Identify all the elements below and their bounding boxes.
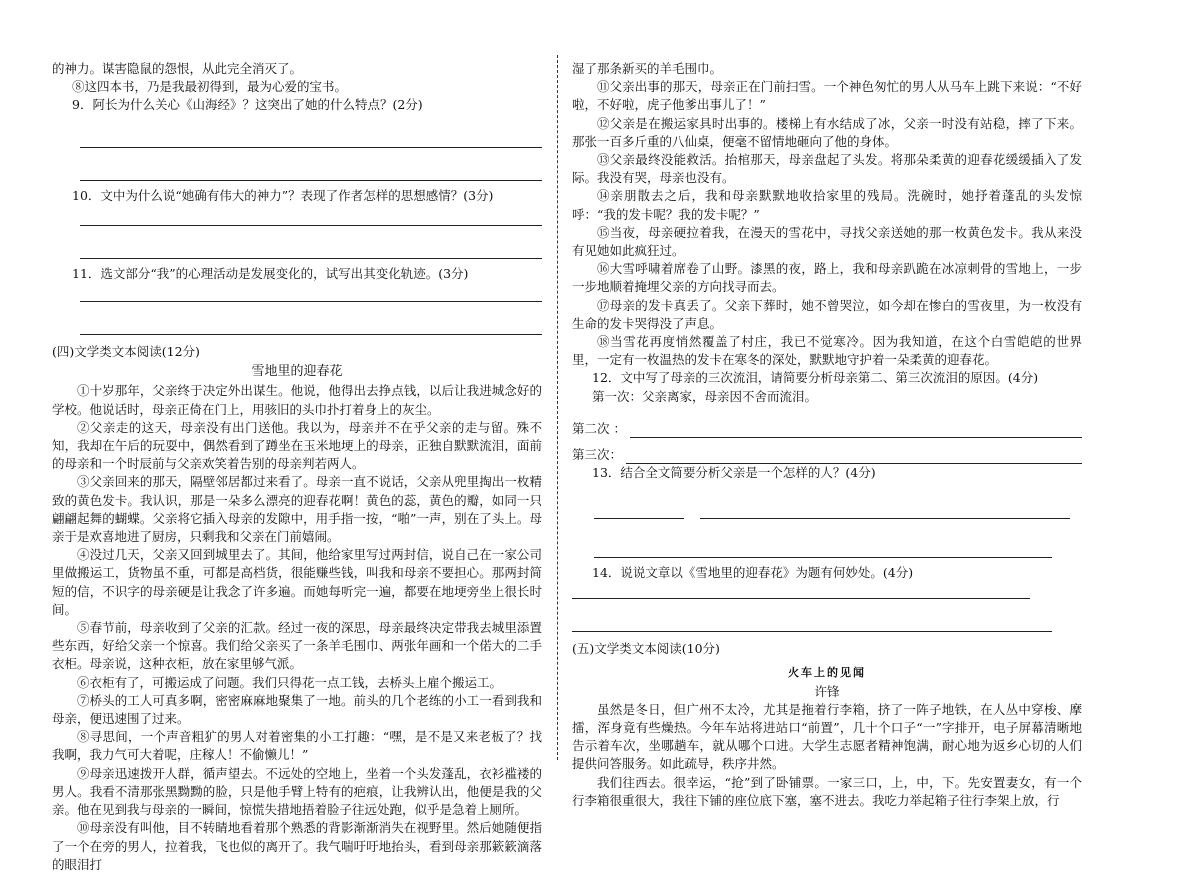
story-paragraph: ⑮当夜，母亲硬拉着我，在漫天的雪花中，寻找父亲送她的那一枚黄色发卡。我从来没有见她如此疯狂过。 xyxy=(572,224,1082,259)
section-4-heading: (四)文学类文本阅读(12分) xyxy=(52,344,200,360)
answer-line[interactable] xyxy=(80,242,542,259)
story-paragraph: 湿了那条新买的羊毛围巾。 xyxy=(572,61,723,76)
answer-line[interactable] xyxy=(80,285,542,302)
story2-title: 火车上的见闻 xyxy=(788,666,866,680)
question-12-first: 第一次：父亲离家，母亲因不舍而流泪。 xyxy=(592,388,818,404)
story-paragraph: ⑪父亲出事的那天，母亲正在门前扫雪。一个神色匆忙的男人从马车上跳下来说：“不好啦，不好啦，虎子他爹出事儿了！” xyxy=(572,79,1082,113)
intro-line-2: ⑧这四本书，乃是我最初得到，最为心爱的宝书。 xyxy=(72,79,348,95)
question-12-third-row xyxy=(572,438,1082,464)
story-paragraph: ③父亲回来的那天，隔壁邻居都过来看了。母亲一直不说话，父亲从兜里掏出一枚精致的黄色发卡。我认识，那是一朵多么漂亮的迎春花啊！黄色的蕊，黄色的瓣，如同一只翩翩起舞的蝴蝶。父亲将它插入母亲的发隙中，用手指一按，“啪”一声，别在了头上。母亲于是欢喜地进了厨房，只剩我和父亲在门前嬉闹。 xyxy=(52,474,542,545)
question-11: 11．选文部分“我”的心理活动是发展变化的，试写出其变化轨迹。(3分) xyxy=(72,265,469,281)
left-column xyxy=(52,60,542,874)
answer-line[interactable] xyxy=(626,449,1082,464)
question-13: 13．结合全文简要分析父亲是一个怎样的人？(4分) xyxy=(592,464,876,480)
answer-line[interactable] xyxy=(700,504,1070,519)
question-13-answer-row xyxy=(594,504,1082,519)
story-paragraph: ④没过几天，父亲又回到城里去了。其间，他给家里写过两封信，说自己在一家公司里做搬运工，货物虽不重，可都是高档货，很能赚些钱，叫我和母亲不要担心。那两封简短的信，不识字的母亲硬是让我念了许多遍。而她每听完一遍，都要在地埂旁坐上很长时间。 xyxy=(52,547,542,617)
story-paragraph: ⑬父亲最终没能救活。抬棺那天，母亲盘起了头发。将那朵柔黄的迎春花缓缓插入了发际。我没有哭，母亲也没有。 xyxy=(572,152,1082,186)
question-12: 12．文中写了母亲的三次流泪，请简要分析母亲第二、第三次流泪的原因。(4分) xyxy=(592,370,1039,386)
story-title: 雪地里的迎春花 xyxy=(251,364,343,380)
question-12-third-label: 第三次： xyxy=(572,446,623,462)
question-9: 9．阿长为什么关心《山海经》？这突出了她的什么特点？(2分) xyxy=(72,97,423,113)
answer-line[interactable] xyxy=(80,318,542,335)
story-paragraph: ⑯大雪呼啸着席卷了山野。漆黑的夜，路上，我和母亲趴跪在冰凉刺骨的雪地上，一步一步地顺着掩埋父亲的方向找寻而去。 xyxy=(572,261,1082,295)
answer-line[interactable] xyxy=(80,131,542,148)
story-paragraph: ⑩母亲没有叫他，目不转睛地看着那个熟悉的背影渐渐消失在视野里。然后她随便指了一个在旁的男人，拉着我，飞也似的离开了。我气喘吁吁地抬头，看到母亲那簌簌滴落的眼泪打 xyxy=(52,820,542,872)
answer-line[interactable] xyxy=(630,423,1082,438)
story-paragraph: ⑰母亲的发卡真丢了。父亲下葬时，她不曾哭泣，如今却在惨白的雪夜里，为一枚没有生命的发卡哭得没了声息。 xyxy=(572,297,1082,331)
answer-line[interactable] xyxy=(594,504,684,519)
story-paragraph: ②父亲走的这天，母亲没有出门送他。我以为，母亲并不在乎父亲的走与留。殊不知，我却在午后的玩耍中，偶然看到了蹲坐在玉米地埂上的母亲，正独自默默流泪，面前的母亲和一个时辰前与父亲欢笑着告别的母亲判若两人。 xyxy=(52,419,542,472)
story-paragraph: ⑥衣柜有了，可搬运成了问题。我们只得花一点工钱，去桥头上雇个搬运工。 xyxy=(77,674,503,690)
story-paragraph: ⑤春节前，母亲收到了父亲的汇款。经过一夜的深思，母亲最终决定带我去城里添置些东西，好给父亲一个惊喜。我们给父亲买了一条羊毛围巾、两张年画和一个偌大的二手衣柜。母亲说，这种衣柜，放在家里够气派。 xyxy=(52,620,542,672)
question-10: 10．文中为什么说“她确有伟大的神力”？表现了作者怎样的思想感情？(3分) xyxy=(72,187,494,203)
story-paragraph: ①十岁那年，父亲终于决定外出谋生。他说，他得出去挣点钱，以后让我进城念好的学校。他说话时，母亲正倚在门上，用骇旧的头巾扑打着身上的灰尘。 xyxy=(52,383,542,417)
story-paragraph: ⑱当雪花再度悄然覆盖了村庄，我已不觉寒冷。因为我知道，在这个白雪皑皑的世界里，一定有一枚温热的发卡在寒冬的深处，默默地守护着一朵柔黄的迎春花。 xyxy=(572,334,1082,368)
story-paragraph: ⑫父亲是在搬运家具时出事的。楼梯上有水结成了冰，父亲一时没有站稳，摔了下来。那张一百多斤重的八仙桌，便毫不留情地砸向了他的身体。 xyxy=(572,115,1082,149)
question-14: 14．说说文章以《雪地里的迎春花》为题有何妙处。(4分) xyxy=(592,565,914,581)
story-paragraph: ⑨母亲迅速拨开人群，循声望去。不远处的空地上，坐着一个头发蓬乱，衣衫褴褛的男人。我看不清那张黑黝黝的脸，只是他手臂上特有的疤痕，让我辨认出，他便是我的父亲。他在见到我与母亲的一瞬间，惊慌失措地捂着脸子往远处跑，似乎是急着上厕所。 xyxy=(52,765,542,818)
story-paragraph: ⑧寻思间，一个声音粗犷的男人对着密集的小工打趣：“嘿，是不是又来老板了？找我啊，我力气可大着呢，庄稼人！不偷懒儿！” xyxy=(52,729,542,763)
story-paragraph: 我们往西去。很幸运，“抢”到了卧铺票。一家三口，上，中，下。先安置妻女，有一个行李箱很重很大，我往下铺的座位底下塞，塞不进去。我吃力举起箱子往行李架上放，行 xyxy=(572,774,1082,808)
column-divider xyxy=(557,55,559,760)
right-column xyxy=(572,60,1082,810)
story-paragraph: ⑭亲朋散去之后，我和母亲默默地收拾家里的残局。洗碗时，她抒着蓬乱的头发惊呼：“我的发卡呢？我的发卡呢？” xyxy=(572,188,1082,222)
answer-line[interactable] xyxy=(80,209,542,226)
answer-line[interactable] xyxy=(572,615,1052,632)
section-5-heading: (五)文学类文本阅读(10分) xyxy=(572,641,720,657)
answer-line[interactable] xyxy=(572,582,1030,599)
story-paragraph: 虽然是冬日，但广州不太冷，尤其是拖着行李箱，挤了一阵子地铁，在人丛中穿梭、摩擂，浑身竟有些燥热。今年车站将进站口“前置”，几十个口子“一”字排开，电子屏幕清晰地告示着车次，坐哪趟车，就从哪个口进。大学生志愿者精神饱满，耐心地为返乡心切的人们提供问答服务。如此疏导，秩序井然。 xyxy=(572,701,1082,772)
intro-line-1: 的神力。谋害隐鼠的怨恨，从此完全消灭了。 xyxy=(52,61,303,76)
answer-line[interactable] xyxy=(594,541,1052,558)
story-paragraph: ⑦桥头的工人可真多啊，密密麻麻地聚集了一地。前头的几个老练的小工一看到我和母亲，便迅速围了过来。 xyxy=(52,692,542,727)
answer-line[interactable] xyxy=(80,164,542,181)
question-12-second-row xyxy=(572,406,1082,438)
question-12-second-label: 第二次 ： xyxy=(572,420,626,436)
story2-author: 许锋 xyxy=(814,683,840,699)
